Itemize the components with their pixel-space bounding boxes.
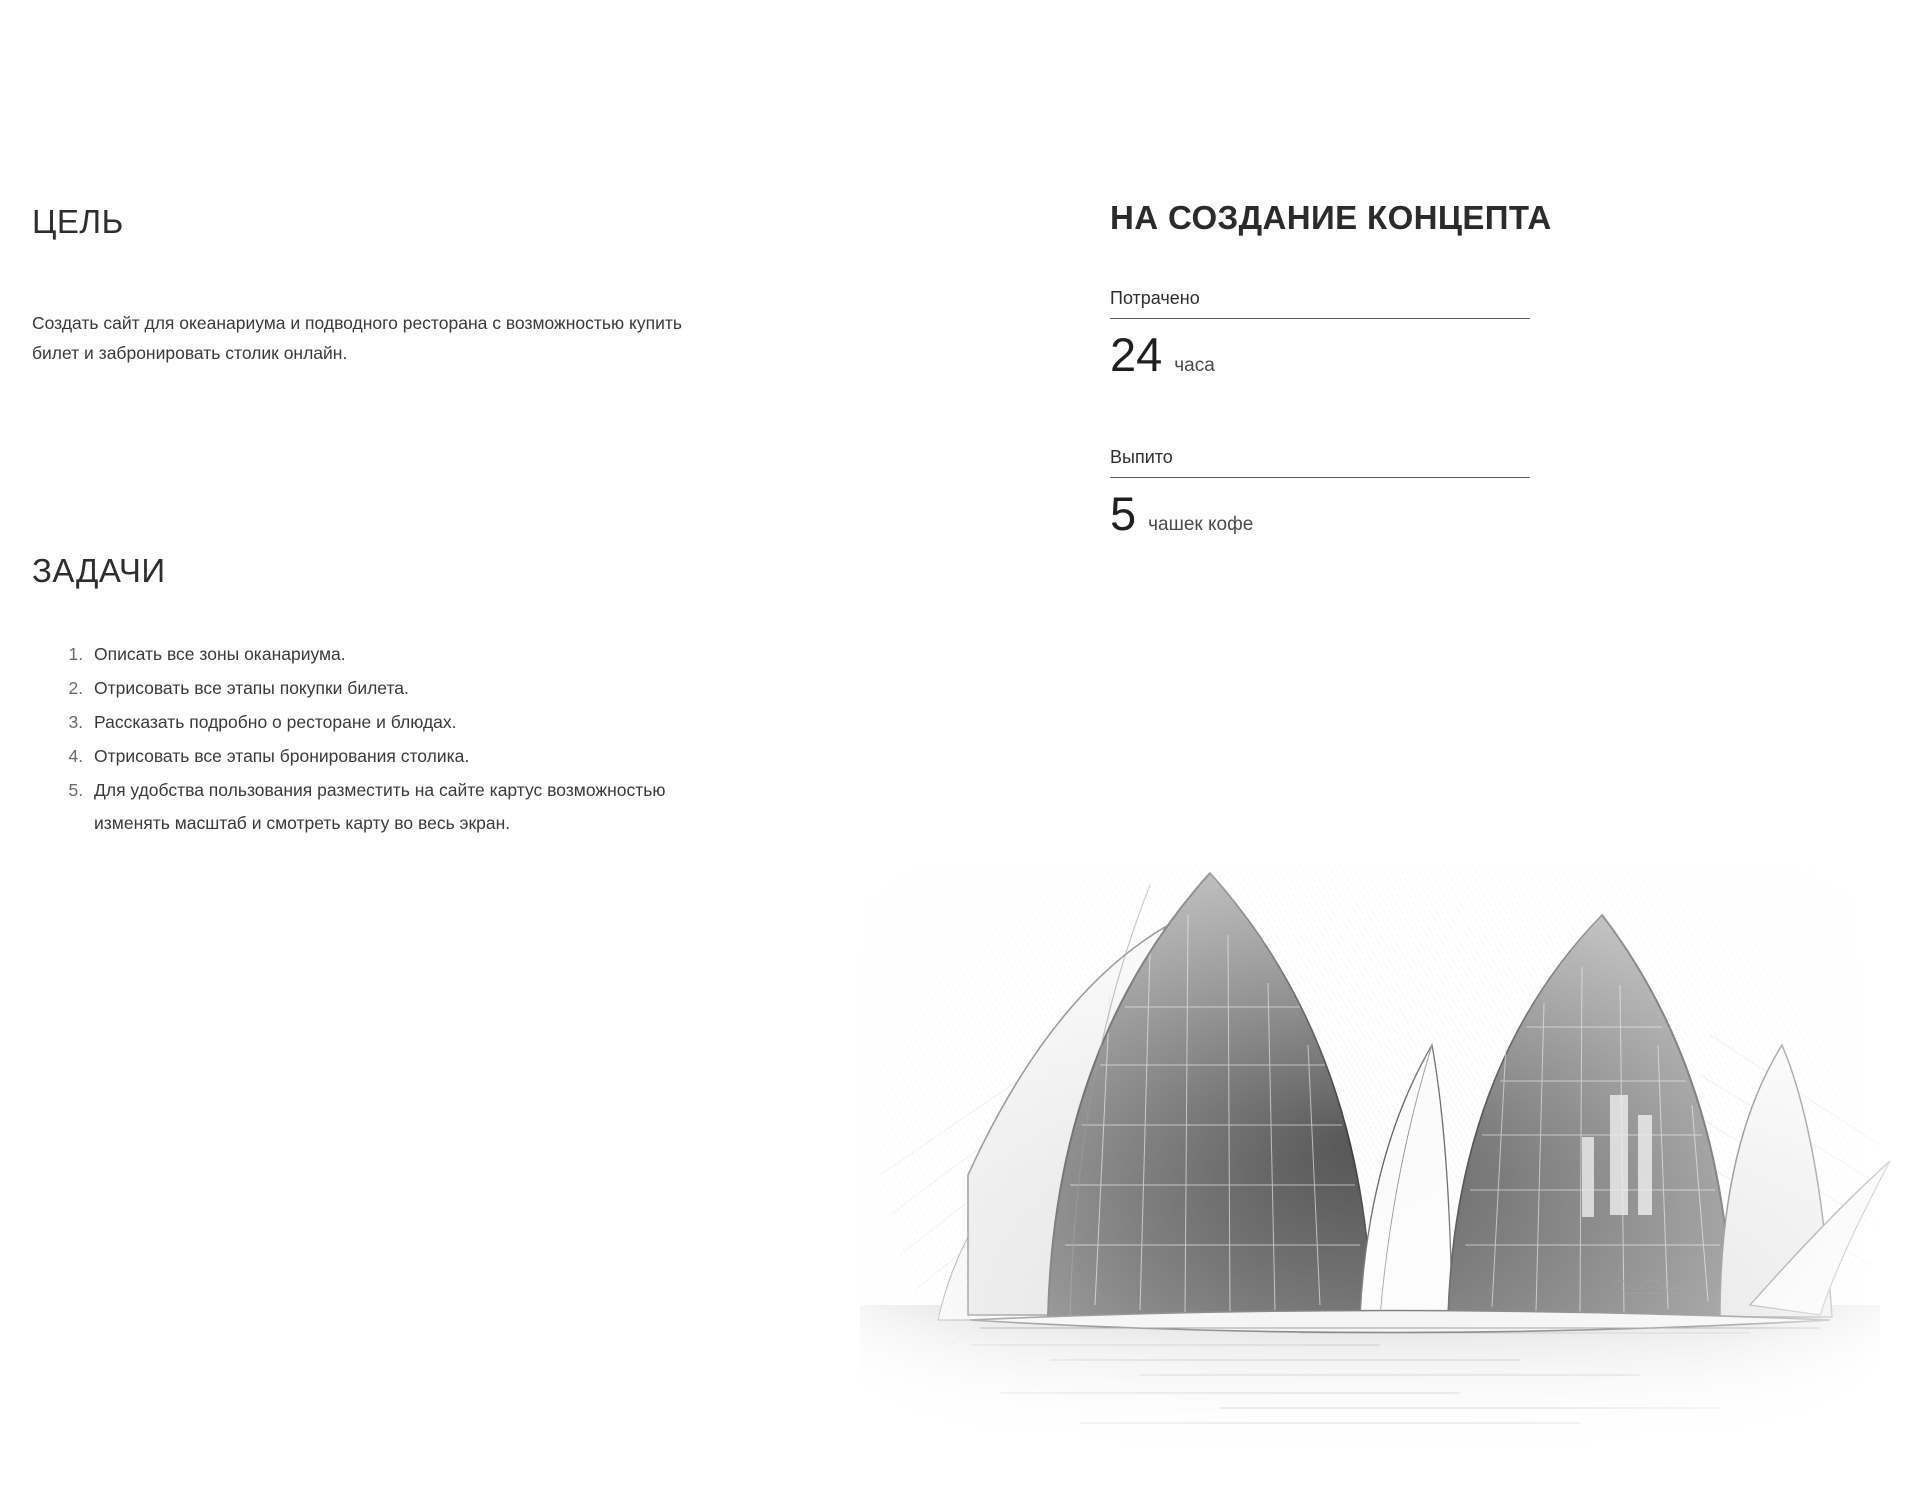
stat-spent [1110, 288, 1530, 382]
list-item: 1. Описать все зоны оканариума. [88, 638, 708, 671]
list-item: 3. Рассказать подробно о ресторане и блюдах. [88, 706, 708, 739]
list-item: 2. Отрисовать все этапы покупки билета. [88, 672, 708, 705]
stat-drunk-value: 5 [1110, 487, 1137, 540]
stat-drunk-label: Выпито [1110, 447, 1530, 478]
goal-description: Создать сайт для океанариума и подводного ресторана с возможностью купить билет и забронировать столик онлайн. [32, 312, 683, 363]
stat-spent-value: 24 [1110, 328, 1163, 381]
concept-heading: НА СОЗДАНИЕ КОНЦЕПТА [1110, 199, 1552, 237]
stat-drunk [1110, 447, 1530, 541]
stat-drunk-value-row [1110, 486, 1530, 541]
stat-spent-value-row [1110, 327, 1530, 382]
list-item: 4. Отрисовать все этапы бронирования столика. [88, 740, 708, 773]
sketch-vignette [820, 745, 1900, 1465]
pencil-sketch-oceanarium-icon [820, 745, 1900, 1465]
list-item: 5. Для удобства пользования разместить на сайте картус возможностью изменять масштаб и смотреть карту во весь экран. [88, 774, 708, 840]
tasks-list [48, 638, 708, 841]
stat-spent-label: Потрачено [1110, 288, 1530, 319]
stat-drunk-unit: чашек кофе [1148, 514, 1254, 535]
stat-spent-unit: часа [1174, 355, 1215, 376]
goal-heading: ЦЕЛЬ [32, 203, 124, 241]
tasks-heading: ЗАДАЧИ [32, 552, 166, 590]
